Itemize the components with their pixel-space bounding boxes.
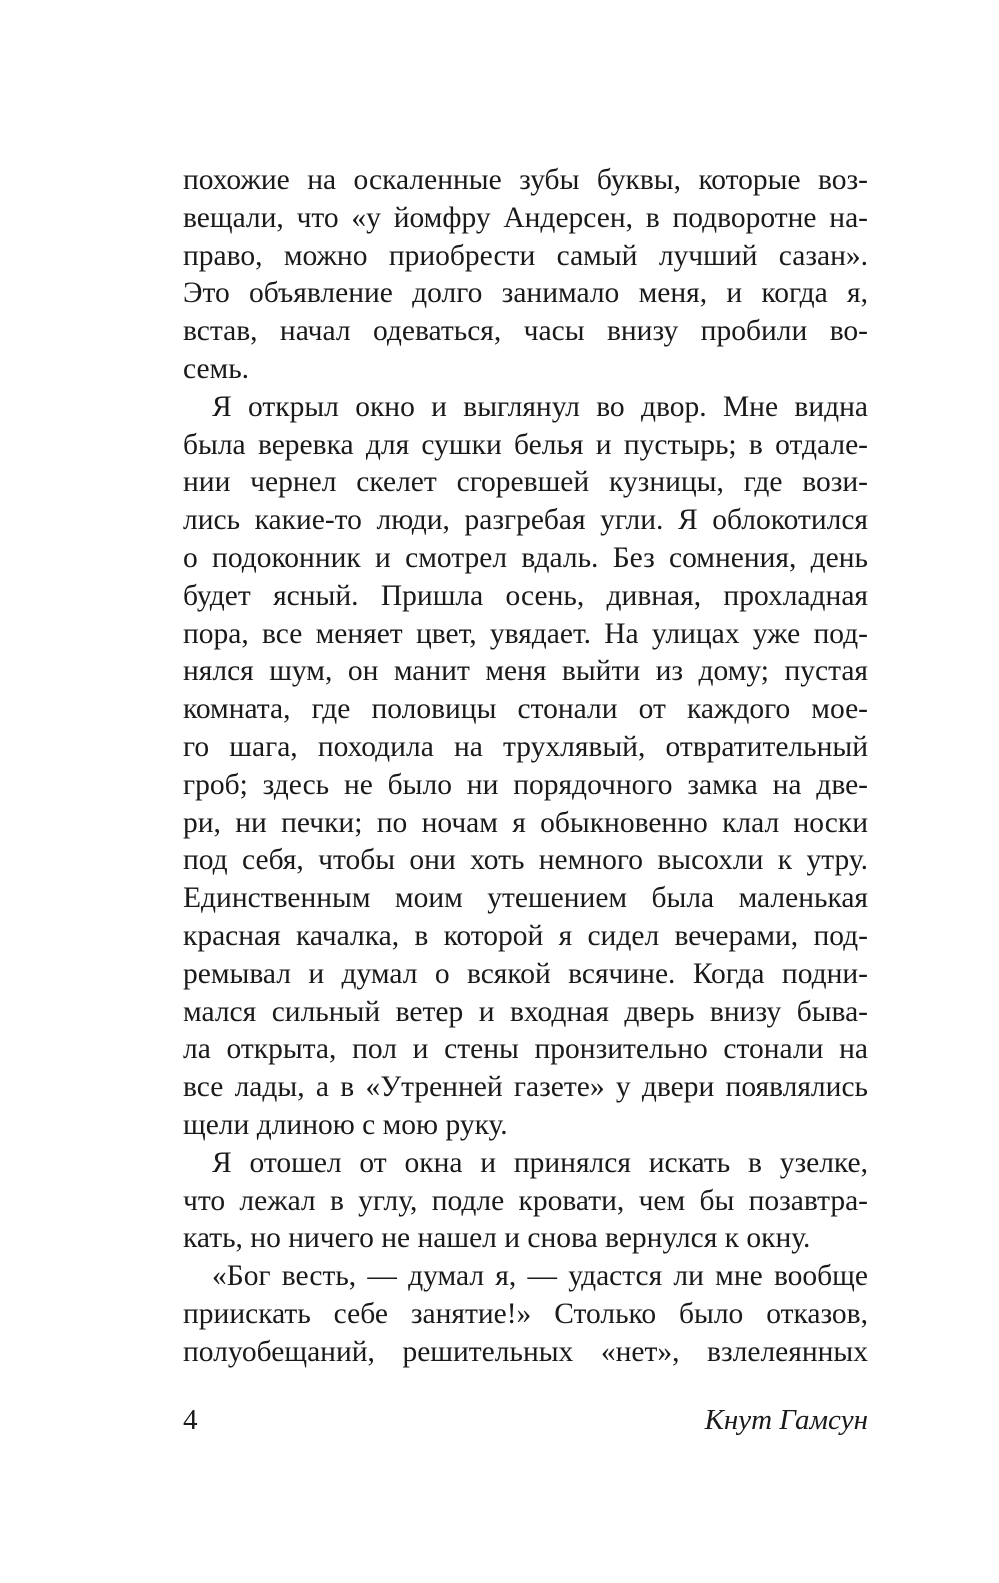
- text-line: вещали, что «у йомфру Андерсен, в подворотне на-: [183, 201, 868, 234]
- text-line: будет ясный. Пришла осень, дивная, прохладная: [183, 579, 868, 612]
- text-line: приискать себе занятие!» Столько было отказов,: [183, 1297, 868, 1330]
- text-line: полуобещаний, решительных «нет», взлелеянных: [183, 1335, 868, 1368]
- text-line: о подоконник и смотрел вдаль. Без сомнения, день: [183, 541, 868, 574]
- text-line: была веревка для сушки белья и пустырь; в отдале-: [183, 428, 868, 461]
- text-line: нялся шум, он манит меня выйти из дому; пустая: [183, 655, 868, 688]
- text-line: красная качалка, в которой я сидел вечерами, под-: [183, 919, 868, 952]
- text-line: встав, начал одеваться, часы внизу пробили во-: [183, 315, 868, 348]
- text-line: Единственным моим утешением была маленькая: [183, 882, 868, 915]
- text-line: Это объявление долго занимало меня, и когда я,: [183, 277, 868, 310]
- text-line: право, можно приобрести самый лучший сазан».: [183, 239, 868, 272]
- page-body-text: [183, 162, 868, 1372]
- text-line: го шага, походила на трухлявый, отвратительный: [183, 730, 868, 763]
- text-line: ремывал и думал о всякой всячине. Когда подни-: [183, 957, 868, 990]
- text-line: мался сильный ветер и входная дверь внизу быва-: [183, 995, 868, 1028]
- page-number: 4: [183, 1404, 198, 1436]
- text-line: под себя, чтобы они хоть немного высохли к утру.: [183, 844, 868, 877]
- text-line: похожие на оскаленные зубы буквы, которые воз-: [183, 164, 868, 196]
- text-line: семь.: [183, 352, 250, 385]
- text-line: ла открыта, пол и стены пронзительно стонали на: [183, 1033, 868, 1066]
- text-line: ри, ни печки; по ночам я обыкновенно клал носки: [183, 806, 868, 839]
- text-line: «Бог весть, — думал я, — удастся ли мне вообще: [212, 1260, 868, 1293]
- text-line: комната, где половицы стонали от каждого мое-: [183, 693, 868, 726]
- text-line: Я открыл окно и выглянул во двор. Мне видна: [212, 390, 868, 423]
- text-line: гроб; здесь не было ни порядочного замка на две-: [183, 768, 868, 801]
- text-line: щели длиною с мою руку.: [183, 1108, 508, 1141]
- page-footer: [183, 1404, 868, 1437]
- text-line: лись какие-то люди, разгребая угли. Я облокотился: [183, 504, 868, 537]
- text-line: пора, все меняет цвет, увядает. На улицах уже под-: [183, 617, 868, 650]
- text-line: все лады, а в «Утренней газете» у двери появлялись: [183, 1071, 868, 1104]
- text-line: что лежал в углу, подле кровати, чем бы позавтра-: [183, 1184, 868, 1217]
- running-footer-author: Кнут Гамсун: [704, 1404, 868, 1436]
- text-line: Я отошел от окна и принялся искать в узелке,: [212, 1146, 868, 1179]
- text-line: кать, но ничего не нашел и снова вернулся к окну.: [183, 1222, 811, 1255]
- text-line: нии чернел скелет сгоревшей кузницы, где вози-: [183, 466, 868, 499]
